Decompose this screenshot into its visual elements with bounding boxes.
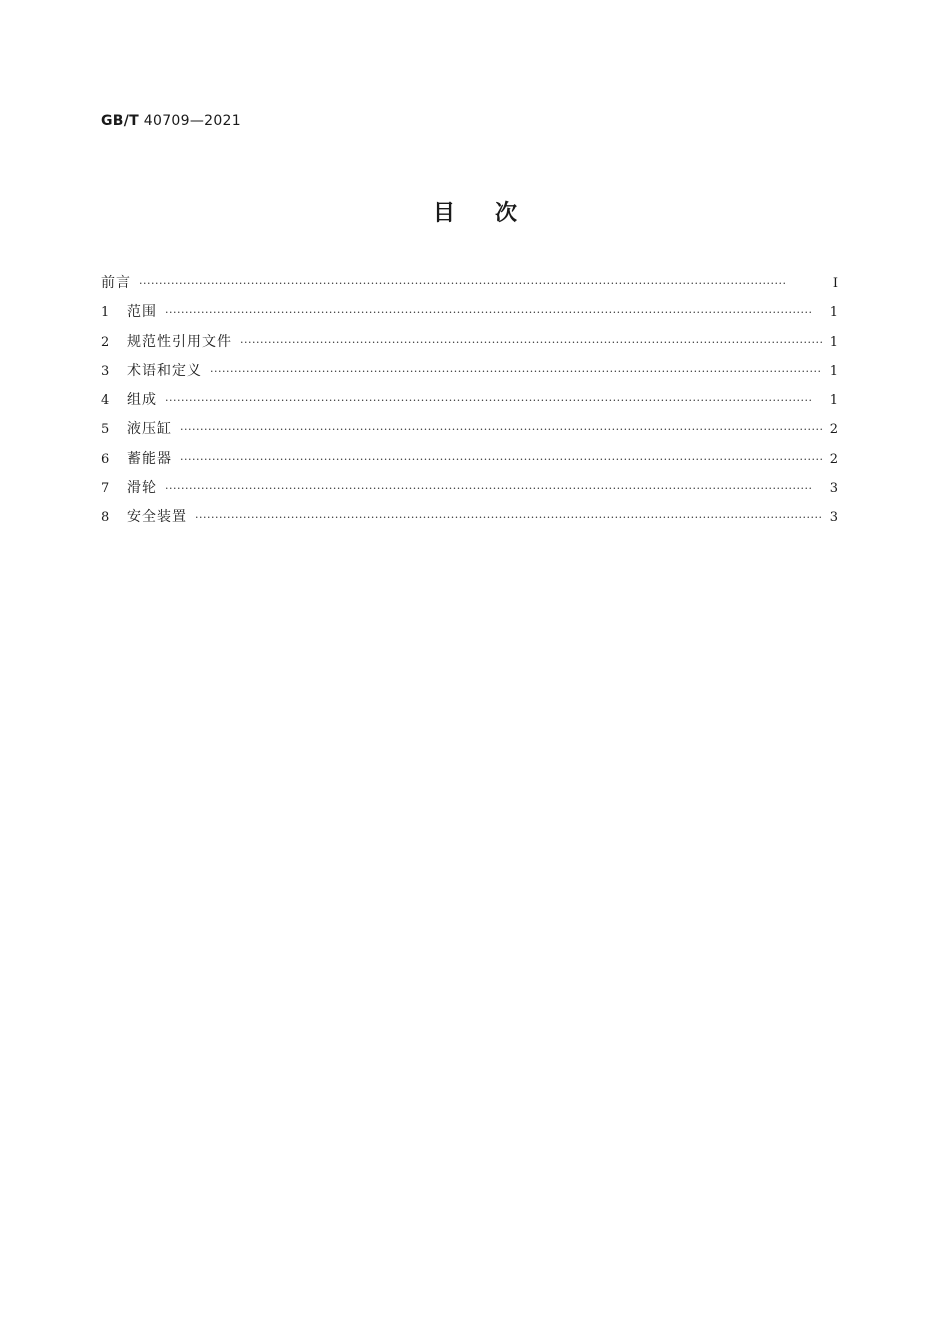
toc-entry-6[interactable] <box>101 448 838 477</box>
toc-entry-number: 7 <box>101 481 110 497</box>
toc-entry-page: 1 <box>829 393 838 409</box>
page-title: 目次 <box>432 201 557 226</box>
toc-entry-7[interactable] <box>101 477 838 506</box>
toc-leader-dots <box>210 365 822 378</box>
toc-entry-foreword[interactable] <box>101 272 838 301</box>
toc-entry-label: 前言 <box>101 275 131 291</box>
toc-leader-dots <box>165 482 822 495</box>
toc-entry-label: 组成 <box>127 392 157 409</box>
table-of-contents <box>101 272 838 536</box>
toc-entry-label: 规范性引用文件 <box>127 333 232 350</box>
toc-entry-page: 3 <box>829 510 838 526</box>
toc-entry-page: 1 <box>829 334 838 350</box>
toc-entry-page: 2 <box>829 422 838 438</box>
toc-entry-label: 术语和定义 <box>127 362 202 379</box>
standard-number: 40709—2021 <box>143 113 241 129</box>
toc-leader-dots <box>180 423 822 436</box>
toc-entry-number: 2 <box>101 334 110 350</box>
standard-prefix: GB/T <box>101 113 140 129</box>
toc-entry-label: 安全装置 <box>127 509 187 526</box>
toc-leader-dots <box>240 336 822 349</box>
toc-entry-8[interactable] <box>101 506 838 535</box>
toc-entry-number: 1 <box>101 305 110 321</box>
toc-leader-dots <box>165 306 822 319</box>
toc-entry-number: 3 <box>101 363 110 379</box>
toc-leader-dots <box>195 511 822 524</box>
toc-entry-number: 8 <box>101 510 110 526</box>
toc-entry-5[interactable] <box>101 418 838 447</box>
toc-entry-number: 5 <box>101 422 110 438</box>
toc-entry-page: Ⅰ <box>832 276 838 291</box>
toc-entry-page: 1 <box>829 305 838 321</box>
toc-entry-4[interactable] <box>101 389 838 418</box>
toc-entry-label: 滑轮 <box>127 480 157 497</box>
standard-code <box>101 113 241 129</box>
toc-entry-page: 1 <box>829 363 838 379</box>
toc-entry-label: 范围 <box>127 304 157 321</box>
toc-entry-label: 蓄能器 <box>127 450 172 467</box>
toc-leader-dots <box>139 277 822 290</box>
toc-entry-1[interactable] <box>101 301 838 330</box>
toc-leader-dots <box>165 394 822 407</box>
toc-entry-page: 2 <box>829 451 838 467</box>
toc-entry-number: 4 <box>101 393 110 409</box>
toc-entry-page: 3 <box>829 481 838 497</box>
toc-entry-label: 液压缸 <box>127 421 172 438</box>
toc-entry-number: 6 <box>101 451 110 467</box>
toc-entry-2[interactable] <box>101 331 838 360</box>
toc-leader-dots <box>180 453 822 466</box>
toc-entry-3[interactable] <box>101 360 838 389</box>
